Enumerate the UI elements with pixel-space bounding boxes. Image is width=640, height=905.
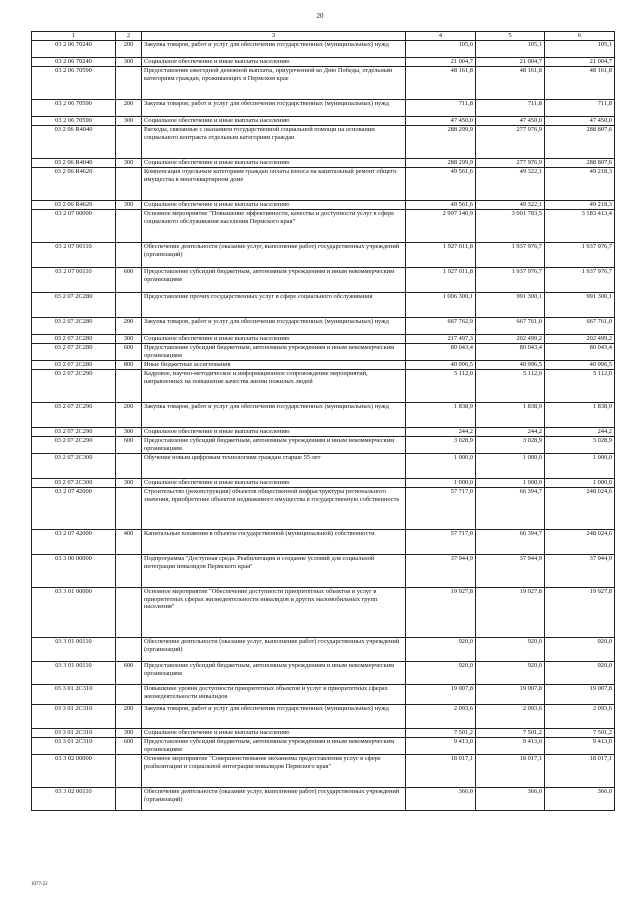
table-row [32, 738, 615, 755]
row-name-cell: Закупка товаров, работ и услуг для обеспечения государственных (муниципальных) нужд [142, 318, 406, 335]
row-name-cell: Социальное обеспечение и иные выплаты населению [142, 201, 406, 210]
row-amount-2-cell: 2 093,6 [476, 705, 545, 729]
row-amount-2-cell: 920,0 [476, 638, 545, 662]
row-code-cell: 03 2 06 70590 [32, 100, 116, 117]
row-code-cell: 03 2 07 2С280 [32, 293, 116, 318]
row-amount-2-cell: 244,2 [476, 428, 545, 437]
table-row [32, 159, 615, 168]
row-amount-2-cell: 277 976,9 [476, 126, 545, 159]
row-amount-3-cell: 1 937 976,7 [545, 243, 615, 268]
row-expense-type-cell [116, 370, 142, 403]
row-amount-2-cell: 1 000,0 [476, 479, 545, 488]
row-amount-3-cell: 1 000,0 [545, 479, 615, 488]
row-name-cell: Предоставление субсидий бюджетным, автономным учреждениям и иным некоммерческим организациям [142, 344, 406, 361]
row-amount-2-cell: 48 161,8 [476, 67, 545, 100]
row-amount-3-cell: 18 017,1 [545, 755, 615, 788]
row-amount-3-cell: 1 937 976,7 [545, 268, 615, 293]
table-row [32, 243, 615, 268]
table-row [32, 788, 615, 811]
row-amount-3-cell: 19 007,8 [545, 685, 615, 705]
row-name-cell: Предоставление ежегодной денежной выплаты, приуроченной ко Дню Победы, отдельным категориям граждан, проживающих в Пермском крае [142, 67, 406, 100]
row-name-cell: Предоставление прочих государственных услуг в сфере социального обслуживания [142, 293, 406, 318]
table-row [32, 755, 615, 788]
row-amount-3-cell: 40 996,5 [545, 361, 615, 370]
row-code-cell: 03 3 01 00110 [32, 662, 116, 685]
row-amount-3-cell: 21 004,7 [545, 58, 615, 67]
row-amount-2-cell: 1 937 976,7 [476, 243, 545, 268]
table-row [32, 437, 615, 454]
row-amount-1-cell: 57 717,0 [406, 530, 476, 555]
row-amount-1-cell: 2 997 140,9 [406, 210, 476, 243]
row-amount-1-cell: 667 762,9 [406, 318, 476, 335]
row-code-cell: 03 2 07 2С290 [32, 403, 116, 428]
row-amount-1-cell: 711,8 [406, 100, 476, 117]
row-code-cell: 03 3 01 00000 [32, 588, 116, 638]
row-amount-3-cell: 2 093,6 [545, 705, 615, 729]
row-amount-1-cell: 18 017,1 [406, 755, 476, 788]
row-expense-type-cell: 600 [116, 662, 142, 685]
column-header-amount-2: 5 [476, 32, 545, 41]
row-amount-3-cell: 1 838,9 [545, 403, 615, 428]
row-amount-2-cell: 3 001 783,5 [476, 210, 545, 243]
row-code-cell: 03 2 07 2С290 [32, 370, 116, 403]
row-amount-1-cell: 288 299,9 [406, 126, 476, 159]
row-expense-type-cell [116, 454, 142, 479]
row-name-cell: Предоставление субсидий бюджетным, автономным учреждениям и иным некоммерческим организациям [142, 437, 406, 454]
row-name-cell: Расходы, связанные с оказанием государственной социальной помощи на основании социального контракта отдельным категориям граждан [142, 126, 406, 159]
row-code-cell: 03 2 06 R4620 [32, 201, 116, 210]
row-code-cell: 03 2 07 42000 [32, 488, 116, 530]
row-code-cell: 03 2 06 70590 [32, 117, 116, 126]
row-amount-1-cell: 1 000,0 [406, 454, 476, 479]
row-amount-1-cell: 3 028,9 [406, 437, 476, 454]
row-name-cell: Повышение уровня доступности приоритетных объектов и услуг в приоритетных сферах жизнедеятельности инвалидов [142, 685, 406, 705]
row-amount-3-cell: 3 028,9 [545, 437, 615, 454]
row-name-cell: Основное мероприятие "Повышение эффективности, качества и доступности услуг в сфере социального обслуживания населения Пермского края" [142, 210, 406, 243]
table-row [32, 335, 615, 344]
row-name-cell: Социальное обеспечение и иные выплаты населению [142, 428, 406, 437]
row-amount-1-cell: 21 004,7 [406, 58, 476, 67]
row-amount-2-cell: 47 450,0 [476, 117, 545, 126]
row-amount-1-cell: 217 497,3 [406, 335, 476, 344]
page-number: 20 [316, 12, 324, 20]
row-amount-1-cell: 1 000,0 [406, 479, 476, 488]
row-amount-1-cell: 47 450,0 [406, 117, 476, 126]
row-code-cell: 03 2 07 2С280 [32, 335, 116, 344]
row-expense-type-cell [116, 67, 142, 100]
table-row [32, 293, 615, 318]
row-amount-1-cell: 40 996,5 [406, 361, 476, 370]
row-name-cell: Предоставление субсидий бюджетным, автономным учреждениям и иным некоммерческим организациям [142, 268, 406, 293]
row-amount-3-cell: 3 183 413,4 [545, 210, 615, 243]
budget-table-container [31, 31, 614, 811]
row-name-cell: Обучение новым цифровым технологиям граждан старше 55 лет [142, 454, 406, 479]
row-code-cell: 03 2 06 70240 [32, 41, 116, 58]
row-expense-type-cell [116, 293, 142, 318]
row-amount-3-cell: 667 761,0 [545, 318, 615, 335]
row-name-cell: Строительство (реконструкция) объектов общественной инфраструктуры регионального значения, приобретение объектов недвижимого имущества в государственную собственность [142, 488, 406, 530]
table-row [32, 58, 615, 67]
row-expense-type-cell: 300 [116, 479, 142, 488]
table-row [32, 126, 615, 159]
row-name-cell: Иные бюджетные ассигнования [142, 361, 406, 370]
row-amount-3-cell: 288 807,6 [545, 126, 615, 159]
row-amount-1-cell: 244,2 [406, 428, 476, 437]
row-amount-2-cell: 711,8 [476, 100, 545, 117]
row-amount-3-cell: 9 413,0 [545, 738, 615, 755]
table-row [32, 117, 615, 126]
table-row [32, 210, 615, 243]
table-header-row [32, 32, 615, 41]
footer-code: 1077-22 [31, 882, 48, 887]
row-amount-2-cell: 80 043,4 [476, 344, 545, 361]
row-code-cell: 03 2 07 2С280 [32, 318, 116, 335]
table-row [32, 479, 615, 488]
row-expense-type-cell [116, 243, 142, 268]
row-amount-3-cell: 49 218,3 [545, 168, 615, 201]
row-amount-1-cell: 9 413,0 [406, 738, 476, 755]
row-expense-type-cell: 200 [116, 100, 142, 117]
row-amount-3-cell: 920,0 [545, 638, 615, 662]
row-amount-2-cell: 277 976,9 [476, 159, 545, 168]
row-name-cell: Социальное обеспечение и иные выплаты населению [142, 729, 406, 738]
row-expense-type-cell: 200 [116, 41, 142, 58]
row-amount-2-cell: 66 394,7 [476, 530, 545, 555]
row-code-cell: 03 2 07 2С280 [32, 361, 116, 370]
table-row [32, 662, 615, 685]
row-amount-2-cell: 19 007,8 [476, 685, 545, 705]
row-code-cell: 03 2 07 2С290 [32, 437, 116, 454]
row-name-cell: Социальное обеспечение и иные выплаты населению [142, 58, 406, 67]
row-amount-2-cell: 66 394,7 [476, 488, 545, 530]
row-amount-1-cell: 105,0 [406, 41, 476, 58]
row-amount-2-cell: 37 944,9 [476, 555, 545, 588]
row-code-cell: 03 3 01 2С310 [32, 685, 116, 705]
row-amount-2-cell: 19 927,8 [476, 588, 545, 638]
row-amount-3-cell: 991 300,1 [545, 293, 615, 318]
table-row [32, 588, 615, 638]
row-name-cell: Закупка товаров, работ и услуг для обеспечения государственных (муниципальных) нужд [142, 403, 406, 428]
row-amount-3-cell: 47 450,0 [545, 117, 615, 126]
row-amount-1-cell: 80 043,4 [406, 344, 476, 361]
table-row [32, 344, 615, 361]
row-code-cell: 03 2 06 70590 [32, 67, 116, 100]
row-amount-2-cell: 7 501,2 [476, 729, 545, 738]
row-expense-type-cell [116, 168, 142, 201]
row-name-cell: Предоставление субсидий бюджетным, автономным учреждениям и иным некоммерческим организациям [142, 662, 406, 685]
table-row [32, 403, 615, 428]
column-header-amount-3: 6 [545, 32, 615, 41]
row-code-cell: 03 2 07 2С280 [32, 344, 116, 361]
row-expense-type-cell: 300 [116, 729, 142, 738]
row-code-cell: 03 3 00 00000 [32, 555, 116, 588]
row-amount-3-cell: 248 024,6 [545, 530, 615, 555]
row-amount-3-cell: 80 043,4 [545, 344, 615, 361]
row-expense-type-cell [116, 588, 142, 638]
table-row [32, 638, 615, 662]
row-name-cell: Предоставление субсидий бюджетным, автономным учреждениям и иным некоммерческим организациям [142, 738, 406, 755]
row-amount-3-cell: 37 944,9 [545, 555, 615, 588]
row-code-cell: 03 2 07 00110 [32, 268, 116, 293]
row-amount-2-cell: 667 761,0 [476, 318, 545, 335]
table-row [32, 201, 615, 210]
row-amount-2-cell: 3 028,9 [476, 437, 545, 454]
row-expense-type-cell [116, 210, 142, 243]
table-row [32, 705, 615, 729]
row-expense-type-cell [116, 685, 142, 705]
row-expense-type-cell [116, 755, 142, 788]
row-name-cell: Капитальные вложения в объекты государственной (муниципальной) собственности [142, 530, 406, 555]
row-amount-1-cell: 920,0 [406, 638, 476, 662]
row-amount-2-cell: 366,0 [476, 788, 545, 811]
row-expense-type-cell: 400 [116, 530, 142, 555]
column-header-amount-1: 4 [406, 32, 476, 41]
row-expense-type-cell: 600 [116, 437, 142, 454]
row-amount-1-cell: 920,0 [406, 662, 476, 685]
row-amount-2-cell: 991 300,1 [476, 293, 545, 318]
table-body [32, 41, 615, 811]
row-amount-1-cell: 366,0 [406, 788, 476, 811]
row-code-cell: 03 2 06 R4040 [32, 126, 116, 159]
row-name-cell: Социальное обеспечение и иные выплаты населению [142, 117, 406, 126]
row-expense-type-cell: 300 [116, 58, 142, 67]
row-amount-1-cell: 49 561,6 [406, 168, 476, 201]
table-row [32, 454, 615, 479]
row-amount-2-cell: 49 322,1 [476, 201, 545, 210]
row-amount-2-cell: 5 112,0 [476, 370, 545, 403]
row-expense-type-cell: 300 [116, 335, 142, 344]
row-amount-3-cell: 202 499,2 [545, 335, 615, 344]
row-code-cell: 03 2 07 42000 [32, 530, 116, 555]
table-row [32, 685, 615, 705]
row-amount-2-cell: 202 499,2 [476, 335, 545, 344]
row-name-cell: Закупка товаров, работ и услуг для обеспечения государственных (муниципальных) нужд [142, 100, 406, 117]
row-expense-type-cell: 300 [116, 117, 142, 126]
row-code-cell: 03 2 07 2С300 [32, 454, 116, 479]
row-amount-3-cell: 48 161,8 [545, 67, 615, 100]
row-amount-3-cell: 366,0 [545, 788, 615, 811]
row-name-cell: Подпрограмма "Доступная среда. Реабилитация и создание условий для социальной интеграции инвалидов Пермского края" [142, 555, 406, 588]
row-amount-1-cell: 7 501,2 [406, 729, 476, 738]
row-expense-type-cell [116, 638, 142, 662]
row-expense-type-cell: 200 [116, 403, 142, 428]
row-code-cell: 03 3 02 00110 [32, 788, 116, 811]
row-amount-2-cell: 49 322,1 [476, 168, 545, 201]
row-amount-2-cell: 1 000,0 [476, 454, 545, 479]
column-header-expense-type: 2 [116, 32, 142, 41]
table-row [32, 67, 615, 100]
row-code-cell: 03 2 06 70240 [32, 58, 116, 67]
row-code-cell: 03 3 01 00110 [32, 638, 116, 662]
row-expense-type-cell: 300 [116, 159, 142, 168]
row-name-cell: Обеспечение деятельности (оказание услуг, выполнение работ) государственных учреждений (организаций) [142, 788, 406, 811]
row-name-cell: Обеспечение деятельности (оказание услуг, выполнение работ) государственных учреждений (организаций) [142, 638, 406, 662]
row-name-cell: Социальное обеспечение и иные выплаты населению [142, 479, 406, 488]
row-amount-3-cell: 288 807,6 [545, 159, 615, 168]
table-row [32, 488, 615, 530]
row-name-cell: Социальное обеспечение и иные выплаты населению [142, 159, 406, 168]
table-row [32, 370, 615, 403]
row-amount-2-cell: 40 996,5 [476, 361, 545, 370]
row-name-cell: Закупка товаров, работ и услуг для обеспечения государственных (муниципальных) нужд [142, 41, 406, 58]
row-expense-type-cell [116, 788, 142, 811]
row-expense-type-cell: 600 [116, 344, 142, 361]
row-amount-3-cell: 920,0 [545, 662, 615, 685]
row-name-cell: Социальное обеспечение и иные выплаты населению [142, 335, 406, 344]
row-expense-type-cell: 200 [116, 318, 142, 335]
row-amount-1-cell: 1 927 011,8 [406, 243, 476, 268]
row-expense-type-cell: 300 [116, 201, 142, 210]
row-code-cell: 03 2 07 2С300 [32, 479, 116, 488]
row-code-cell: 03 3 01 2С310 [32, 729, 116, 738]
row-amount-3-cell: 105,1 [545, 41, 615, 58]
table-row [32, 168, 615, 201]
row-amount-3-cell: 1 000,0 [545, 454, 615, 479]
row-amount-1-cell: 5 112,0 [406, 370, 476, 403]
table-row [32, 100, 615, 117]
row-amount-3-cell: 5 112,0 [545, 370, 615, 403]
row-expense-type-cell: 200 [116, 705, 142, 729]
table-row [32, 41, 615, 58]
row-name-cell: Обеспечение деятельности (оказание услуг, выполнение работ) государственных учреждений (организаций) [142, 243, 406, 268]
row-expense-type-cell [116, 555, 142, 588]
column-header-name: 3 [142, 32, 406, 41]
column-header-code: 1 [32, 32, 116, 41]
table-row [32, 268, 615, 293]
row-name-cell: Кадровое, научно-методическое и информационное сопровождение мероприятий, направленных на повышение качества жизни пожилых людей [142, 370, 406, 403]
table-row [32, 318, 615, 335]
row-code-cell: 03 2 07 00000 [32, 210, 116, 243]
row-expense-type-cell: 600 [116, 738, 142, 755]
row-amount-3-cell: 19 927,8 [545, 588, 615, 638]
row-amount-2-cell: 105,1 [476, 41, 545, 58]
row-expense-type-cell: 800 [116, 361, 142, 370]
row-code-cell: 03 2 06 R4620 [32, 168, 116, 201]
row-amount-2-cell: 920,0 [476, 662, 545, 685]
row-name-cell: Основное мероприятие "Обеспечение доступности приоритетных объектов и услуг в приоритетных сферах жизнедеятельности инвалидов и других маломобильных групп населения" [142, 588, 406, 638]
row-code-cell: 03 2 07 00110 [32, 243, 116, 268]
row-amount-2-cell: 21 004,7 [476, 58, 545, 67]
row-expense-type-cell [116, 126, 142, 159]
row-amount-1-cell: 37 944,9 [406, 555, 476, 588]
row-amount-2-cell: 9 413,0 [476, 738, 545, 755]
row-name-cell: Компенсация отдельным категориям граждан оплаты взноса на капитальный ремонт общего имущества в многоквартирном доме [142, 168, 406, 201]
row-expense-type-cell: 600 [116, 268, 142, 293]
row-amount-3-cell: 49 218,3 [545, 201, 615, 210]
row-code-cell: 03 2 07 2С290 [32, 428, 116, 437]
row-name-cell: Основное мероприятие "Совершенствование механизма предоставления услуг в сфере реабилитации и социальной интеграции инвалидов Пермского края" [142, 755, 406, 788]
row-amount-3-cell: 244,2 [545, 428, 615, 437]
row-amount-1-cell: 49 561,6 [406, 201, 476, 210]
row-amount-2-cell: 18 017,1 [476, 755, 545, 788]
row-code-cell: 03 2 06 R4040 [32, 159, 116, 168]
row-code-cell: 03 3 01 2С310 [32, 738, 116, 755]
row-amount-1-cell: 288 299,9 [406, 159, 476, 168]
table-row [32, 729, 615, 738]
row-amount-1-cell: 1 838,9 [406, 403, 476, 428]
row-name-cell: Закупка товаров, работ и услуг для обеспечения государственных (муниципальных) нужд [142, 705, 406, 729]
row-amount-1-cell: 2 093,6 [406, 705, 476, 729]
table-row [32, 555, 615, 588]
row-amount-1-cell: 57 717,0 [406, 488, 476, 530]
row-amount-1-cell: 1 927 011,8 [406, 268, 476, 293]
table-row [32, 530, 615, 555]
row-code-cell: 03 3 01 2С310 [32, 705, 116, 729]
row-amount-2-cell: 1 937 976,7 [476, 268, 545, 293]
row-code-cell: 03 3 02 00000 [32, 755, 116, 788]
row-amount-3-cell: 7 501,2 [545, 729, 615, 738]
row-amount-1-cell: 48 161,8 [406, 67, 476, 100]
row-expense-type-cell: 300 [116, 428, 142, 437]
table-row [32, 428, 615, 437]
row-amount-1-cell: 19 927,8 [406, 588, 476, 638]
row-amount-2-cell: 1 838,9 [476, 403, 545, 428]
row-amount-3-cell: 248 024,6 [545, 488, 615, 530]
row-amount-3-cell: 711,8 [545, 100, 615, 117]
table-row [32, 361, 615, 370]
row-expense-type-cell [116, 488, 142, 530]
row-amount-1-cell: 1 006 300,1 [406, 293, 476, 318]
budget-table [31, 31, 615, 811]
row-amount-1-cell: 19 007,8 [406, 685, 476, 705]
